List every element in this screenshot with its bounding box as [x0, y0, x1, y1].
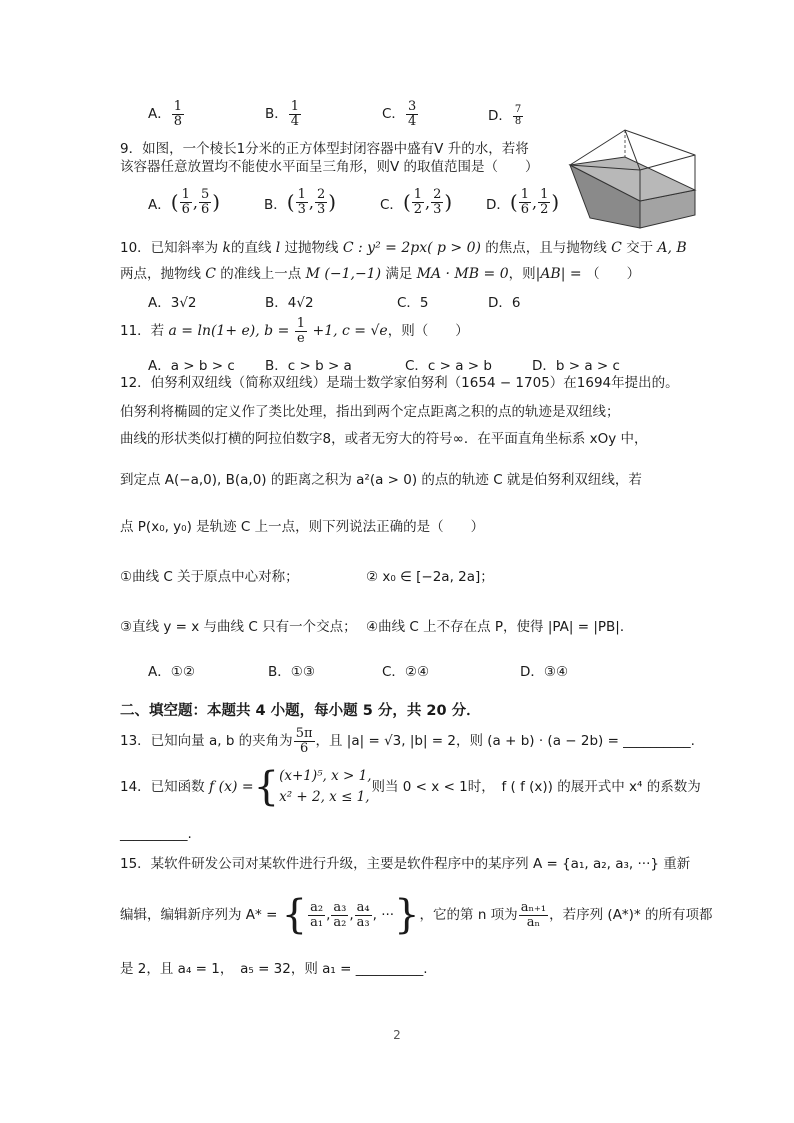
q10-stem-line1: 10．已知斜率为 k的直线 l 过抛物线 C : y² = 2px( p > 0) 的焦点，且与抛物线 C 交于 A, B	[120, 240, 687, 256]
q12-statement-2: ② x₀ ∈ [−2a, 2a]；	[366, 569, 494, 585]
q12-stem-line4: 到定点 A(−a,0), B(a,0) 的距离之积为 a²(a > 0) 的点的轨迹 C 就是伯努利双纽线，若	[120, 472, 642, 488]
section-2-heading: 二、填空题：本题共 4 小题，每小题 5 分，共 20 分．	[120, 703, 481, 719]
q14-stem: 14．已知函数 f (x) = { (x+1)⁵, x > 1, x² + 2, x ≤ 1, 则当 0 < x < 1时， f ( f (x)) 的展开式中 x⁴ 的系数为	[120, 763, 701, 810]
q10-stem-line2: 两点，抛物线 C 的准线上一点 M (−1,−1) 满足 MA · MB = 0，则|AB| = （ ）	[120, 266, 641, 282]
q8-option-a: A． $\frac{1}{8}$	[148, 99, 183, 129]
q12-option-c: C．②④	[382, 664, 430, 680]
q12-stem-line5: 点 P(x₀, y₀) 是轨迹 C 上一点，则下列说法正确的是（ ）	[120, 519, 485, 535]
q12-stem-line3: 曲线的形状类似打横的阿拉伯数字8，或者无穷大的符号∞．在平面直角坐标系 xOy 中，	[120, 431, 648, 447]
q15-stem-line2: 编辑，编辑新序列为 A* = { $\frac{\text{a₂}}{\text{a₁}}$ , $\frac{\text{a₃}}{\text{a₂}}$ , $\frac{\text{a₄}}{\text{a₃}}$ , ··· } ，它的第 n 项为 $\frac{\text{aₙ₊₁}}{\text{aₙ}}$ ，若序列 (A*)* 的所有项都	[120, 892, 713, 938]
q15-stem-line3: 是 2，且 a₄ = 1， a₅ = 32，则 a₁ = __________.	[120, 961, 428, 977]
page-number: 2	[393, 1028, 401, 1042]
q11-option-a: A．a > b > c	[148, 358, 235, 374]
q14-case-2: x² + 2, x ≤ 1,	[279, 788, 370, 805]
q11-stem: 11．若 a = ln(1+ e), b = $\frac{1}{e}$ +1, c = √e，则（ ）	[120, 316, 469, 346]
cube-edge-front	[640, 155, 695, 170]
cube-container-figure	[560, 125, 720, 230]
q9-option-d: D． ( $\frac{1}{6}$ , $\frac{1}{2}$ )	[486, 187, 560, 217]
q8-option-b: B． $\frac{1}{4}$	[265, 99, 300, 129]
q12-statement-3: ③直线 y = x 与曲线 C 只有一个交点；	[120, 619, 357, 635]
q11-option-c: C．c > a > b	[405, 358, 492, 374]
q12-option-a: A．①②	[148, 664, 195, 680]
q9-option-c: C． ( $\frac{1}{2}$ , $\frac{2}{3}$ )	[380, 187, 453, 217]
q12-stem-line2: 伯努利将椭圆的定义作了类比处理，指出到两个定点距离之积的点的轨迹是双纽线；	[120, 404, 620, 420]
q10-option-d: D．6	[488, 295, 521, 311]
q10-option-c: C．5	[397, 295, 429, 311]
q12-statement-4: ④曲线 C 上不存在点 P，使得 |PA| = |PB|．	[366, 619, 634, 635]
q13-stem: 13．已知向量 a, b 的夹角为 $\frac{5\pi}{6}$ ，且 |a| = √3, |b| = 2，则 (a + b) · (a − 2b) = __________.	[120, 726, 695, 756]
q14-blank: __________.	[120, 826, 192, 842]
q10-option-a: A．3√2	[148, 295, 197, 311]
q9-stem-line1: 9．如图，一个棱长1分米的正方体型封闭容器中盛有V 升的水，若将	[120, 141, 529, 157]
q12-option-d: D．③④	[520, 664, 569, 680]
q8-option-c: C． $\frac{3}{4}$	[382, 99, 417, 129]
q11-option-d: D．b > a > c	[532, 358, 620, 374]
q11-option-b: B．c > b > a	[265, 358, 352, 374]
q12-stem-line1: 12．伯努利双纽线（简称双纽线）是瑞士数学家伯努利（1654 − 1705）在1694年提出的。	[120, 375, 679, 391]
q9-option-b: B． ( $\frac{1}{3}$ , $\frac{2}{3}$ )	[264, 187, 337, 217]
q12-option-b: B．①③	[268, 664, 315, 680]
q9-stem-line2: 该容器任意放置均不能使水平面呈三角形，则V 的取值范围是（ ）	[120, 159, 539, 175]
q15-stem-line1: 15．某软件研发公司对某软件进行升级，主要是软件程序中的某序列 A = {a₁, a₂, a₃, ···} 重新	[120, 856, 691, 872]
q10-option-b: B．4√2	[265, 295, 314, 311]
q9-option-a: A． ( $\frac{1}{6}$ , $\frac{5}{6}$ )	[148, 187, 221, 217]
q8-option-d: D． $\frac{7}{8}$	[488, 104, 522, 127]
q14-case-1: (x+1)⁵, x > 1,	[279, 768, 372, 784]
q12-statement-1: ①曲线 C 关于原点中心对称；	[120, 569, 299, 585]
